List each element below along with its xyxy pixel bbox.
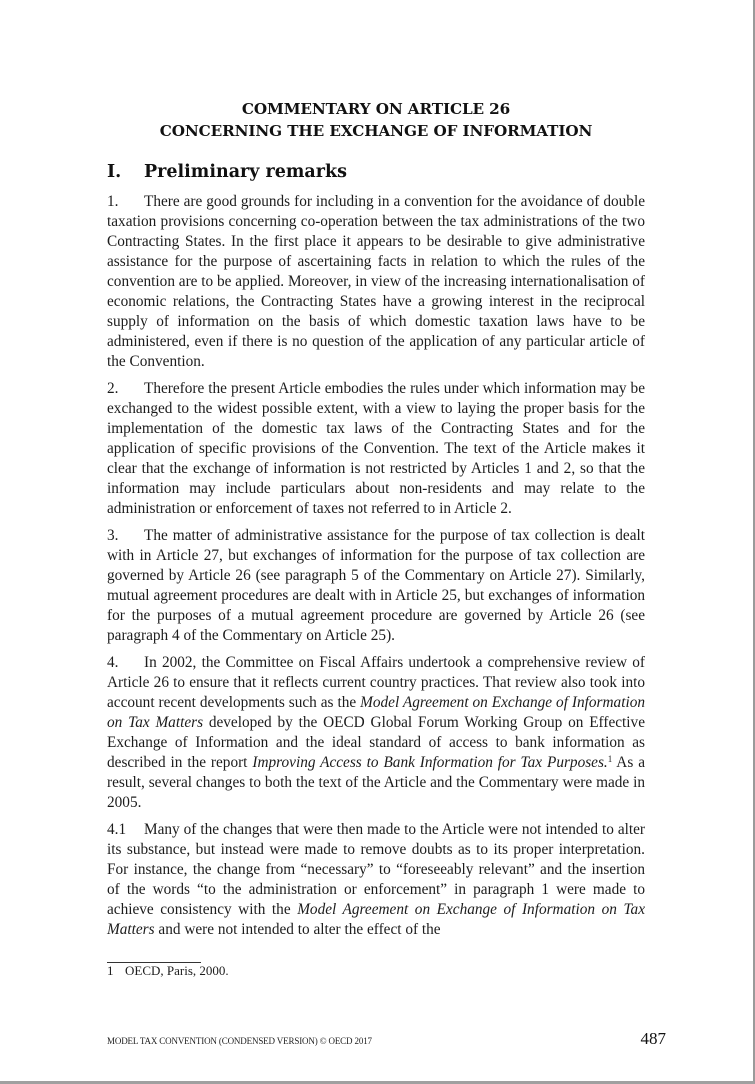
section-heading (107, 160, 347, 184)
paragraph-number: 1. (107, 193, 119, 210)
section-title: Preliminary remarks (144, 162, 347, 182)
title-line-1: COMMENTARY ON ARTICLE 26 (241, 100, 511, 118)
italic-title: Model Agreement on Exchange of Information on Tax Matters (107, 694, 646, 731)
paragraph (107, 820, 645, 940)
paragraph-text: Many of the changes that were then made to the Article were not intended to alter its substance, but instead were made to remove doubts as to its proper interpretation. For instance, the change from “necessary” to “foreseeably relevant” and the insertion of the words “to the administration or enforcement” in paragraph 1 were made to achieve consistency with the (107, 821, 645, 918)
paragraph (107, 192, 645, 372)
paragraph (107, 653, 645, 813)
paragraph-text: developed by the OECD Global Forum Working Group on Effective Exchange of Information and the ideal standard of access to bank information as described in the report (107, 714, 645, 771)
paragraph-number: 4.1 (107, 821, 127, 838)
footnote-reference[interactable]: 1 (607, 754, 613, 764)
body-text (107, 192, 645, 947)
paragraph-number: 2. (107, 380, 119, 397)
italic-title: Model Agreement on Exchange of Information on Tax Matters (107, 901, 645, 938)
section-number: I. (107, 162, 122, 182)
paragraph (107, 526, 645, 646)
page-number: 487 (640, 1029, 666, 1048)
footnote-text: OECD, Paris, 2000. (125, 963, 229, 978)
paragraph-text: and were not intended to alter the effect of the (154, 921, 441, 938)
footnote (107, 962, 229, 980)
running-footer: MODEL TAX CONVENTION (CONDENSED VERSION) © OECD 2017 (107, 1036, 372, 1046)
paragraph-text: As a result, several changes to both the text of the Article and the Commentary were made in 2005. (107, 754, 646, 811)
paragraph-number: 4. (107, 654, 119, 671)
paragraph-text: Therefore the present Article embodies the rules under which information may be exchanged to the widest possible extent, with a view to laying the proper basis for the implementation of the domestic tax laws of the Contracting States and for the application of specific provisions of the Convention. The text of the Article makes it clear that the exchange of information is not restricted by Articles 1 and 2, so that the information may include particulars about non-residents and may relate to the administration or enforcement of taxes not referred to in Article 2. (107, 380, 645, 517)
paragraph (107, 379, 645, 519)
footnote-number: 1 (107, 963, 114, 978)
paragraph-number: 3. (107, 527, 119, 544)
page-title (107, 98, 645, 142)
title-line-2: CONCERNING THE EXCHANGE OF INFORMATION (159, 122, 593, 140)
paragraph-text: There are good grounds for including in a convention for the avoidance of double taxation provisions concerning co-operation between the tax administrations of the two Contracting States. In the first place it appears to be desirable to give administrative assistance for the purpose of ascertaining facts in relation to which the rules of the convention are to be applied. Moreover, in view of the increasing internationalisation of economic relations, the Contracting States have a growing interest in the reciprocal supply of information on the basis of which domestic taxation laws have to be administered, even if there is no question of the application of any particular article of the Convention. (107, 193, 646, 370)
paragraph-text: In 2002, the Committee on Fiscal Affairs undertook a comprehensive review of Article 26 to ensure that it reflects current country practices. That review also took into account recent developments such as the (107, 654, 645, 711)
italic-title: Improving Access to Bank Information for Tax Purposes. (252, 754, 608, 771)
paragraph-text: The matter of administrative assistance for the purpose of tax collection is dealt with in Article 27, but exchanges of information for the purpose of tax collection are governed by Article 26 (see paragraph 5 of the Commentary on Article 27). Similarly, mutual agreement procedures are dealt with in Article 25, but exchanges of information for the purposes of a mutual agreement procedure are governed by Article 26 (see paragraph 4 of the Commentary on Article 25). (107, 527, 645, 644)
